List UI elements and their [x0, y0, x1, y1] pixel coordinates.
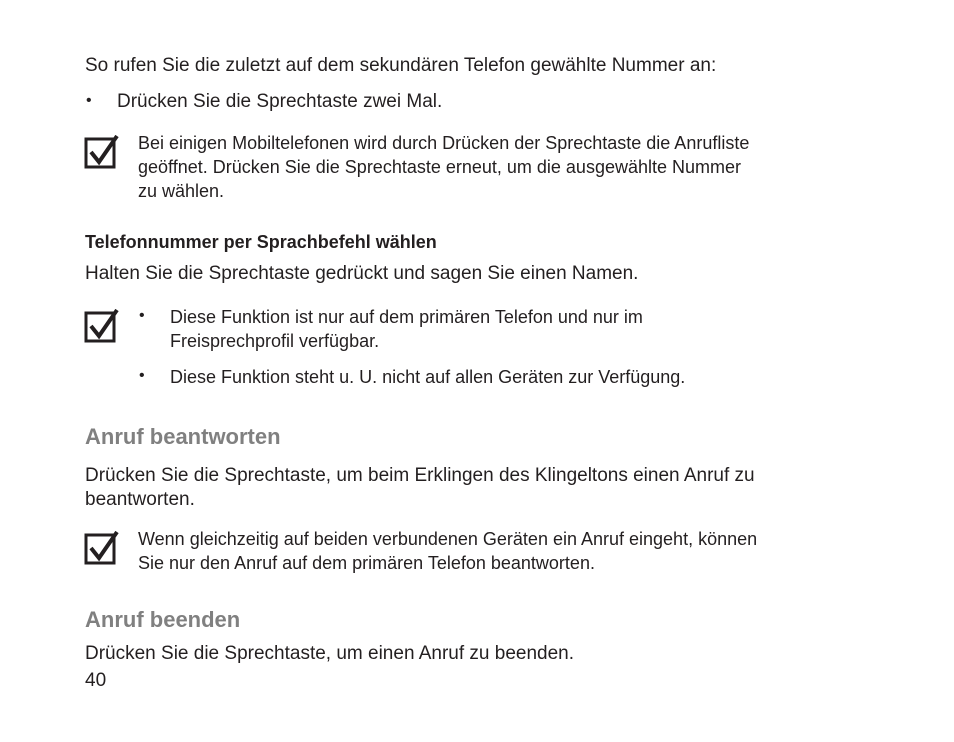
note-line: zu wählen.: [138, 181, 225, 201]
checkbox-check-icon: [84, 531, 118, 565]
bullet-marker: •: [86, 92, 92, 109]
body-text: Drücken Sie die Sprechtaste, um einen Anruf zu beenden.: [85, 643, 575, 664]
subheading: Telefonnummer per Sprachbefehl wählen: [85, 232, 437, 252]
note-line: Wenn gleichzeitig auf beiden verbundenen Geräten ein Anruf eingeht, können: [138, 529, 758, 549]
note-text: [138, 131, 749, 203]
checkbox-check-icon: [84, 135, 118, 169]
body-text: Halten Sie die Sprechtaste gedrückt und sagen Sie einen Namen.: [85, 263, 639, 284]
bullet-marker: •: [139, 307, 145, 324]
bullet-marker: •: [139, 367, 145, 384]
note-text: [138, 527, 757, 575]
note-bullet-text: [170, 305, 643, 353]
intro-text: So rufen Sie die zuletzt auf dem sekundären Telefon gewählte Nummer an:: [85, 55, 717, 76]
note-line: Sie nur den Anruf auf dem primären Telefon beantworten.: [138, 553, 595, 573]
note-line: Bei einigen Mobiltelefonen wird durch Drücken der Sprechtaste die Anrufliste: [138, 133, 750, 153]
note-line: geöffnet. Drücken Sie die Sprechtaste erneut, um die ausgewählte Nummer: [138, 157, 741, 177]
page-number: 40: [85, 670, 107, 691]
intro-bullet-text: Drücken Sie die Sprechtaste zwei Mal.: [117, 91, 443, 112]
body-text: [85, 464, 755, 512]
body-line: beantworten.: [85, 489, 195, 510]
body-line: Drücken Sie die Sprechtaste, um beim Erklingen des Klingeltons einen Anruf zu: [85, 465, 755, 486]
note-line: Diese Funktion ist nur auf dem primären Telefon und nur im: [170, 307, 643, 327]
section-heading: Anruf beantworten: [85, 424, 281, 449]
note-bullet-text: Diese Funktion steht u. U. nicht auf allen Geräten zur Verfügung.: [170, 367, 686, 387]
section-heading: Anruf beenden: [85, 607, 241, 632]
note-line: Freisprechprofil verfügbar.: [170, 331, 380, 351]
checkbox-check-icon: [84, 309, 118, 343]
